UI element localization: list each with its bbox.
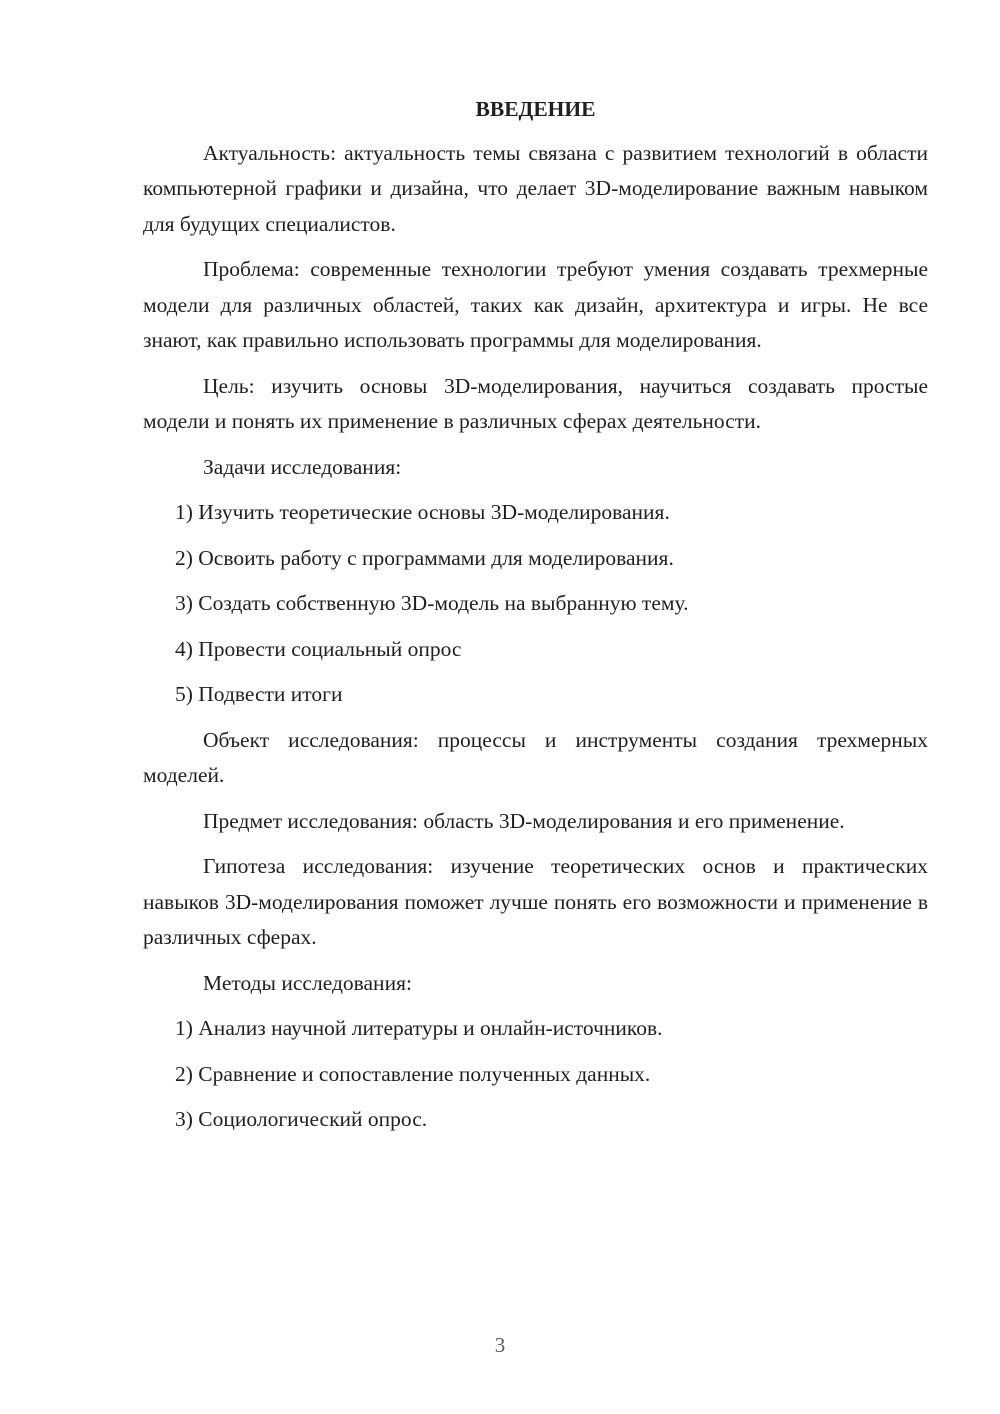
tasks-title: Задачи исследования: bbox=[203, 454, 402, 479]
object-paragraph: Объект исследования: процессы и инструменты создания трехмерных моделей. bbox=[143, 727, 928, 787]
page-title: ВВЕДЕНИЕ bbox=[475, 97, 596, 121]
page-number: 3 bbox=[494, 1333, 506, 1357]
tasks-list bbox=[143, 495, 928, 713]
list-item: 4) Провести социальный опрос bbox=[175, 636, 462, 661]
list-item: 1) Анализ научной литературы и онлайн-источников. bbox=[175, 1016, 663, 1040]
subject-paragraph: Предмет исследования: область 3D-моделирования и его применение. bbox=[203, 808, 845, 833]
document-page bbox=[143, 92, 928, 1148]
list-item: 2) Сравнение и сопоставление полученных данных. bbox=[175, 1061, 651, 1086]
list-item: 3) Социологический опрос. bbox=[175, 1107, 428, 1131]
list-item: 3) Создать собственную 3D-модель на выбранную тему. bbox=[175, 591, 689, 615]
methods-list bbox=[143, 1011, 928, 1138]
list-item: 2) Освоить работу с программами для моделирования. bbox=[175, 545, 674, 570]
relevance-paragraph: Актуальность: актуальность темы связана с развитием технологий в области компьютерной графики и дизайна, что делает 3D-моделирование важным навыком для будущих специалистов. bbox=[143, 140, 928, 236]
hypothesis-paragraph: Гипотеза исследования: изучение теоретических основ и практических навыков 3D-моделирования поможет лучше понять его возможности и применение в различных сферах. bbox=[143, 854, 928, 949]
problem-paragraph: Проблема: современные технологии требуют умения создавать трехмерные модели для различных областей, таких как дизайн, архитектура и игры. Не все знают, как правильно использовать программы для моделирования. bbox=[143, 257, 928, 352]
list-item: 5) Подвести итоги bbox=[175, 682, 343, 706]
methods-title: Методы исследования: bbox=[203, 970, 412, 995]
list-item: 1) Изучить теоретические основы 3D-моделирования. bbox=[175, 500, 670, 524]
goal-paragraph: Цель: изучить основы 3D-моделирования, научиться создавать простые модели и понять их применение в различных сферах деятельности. bbox=[143, 373, 928, 433]
